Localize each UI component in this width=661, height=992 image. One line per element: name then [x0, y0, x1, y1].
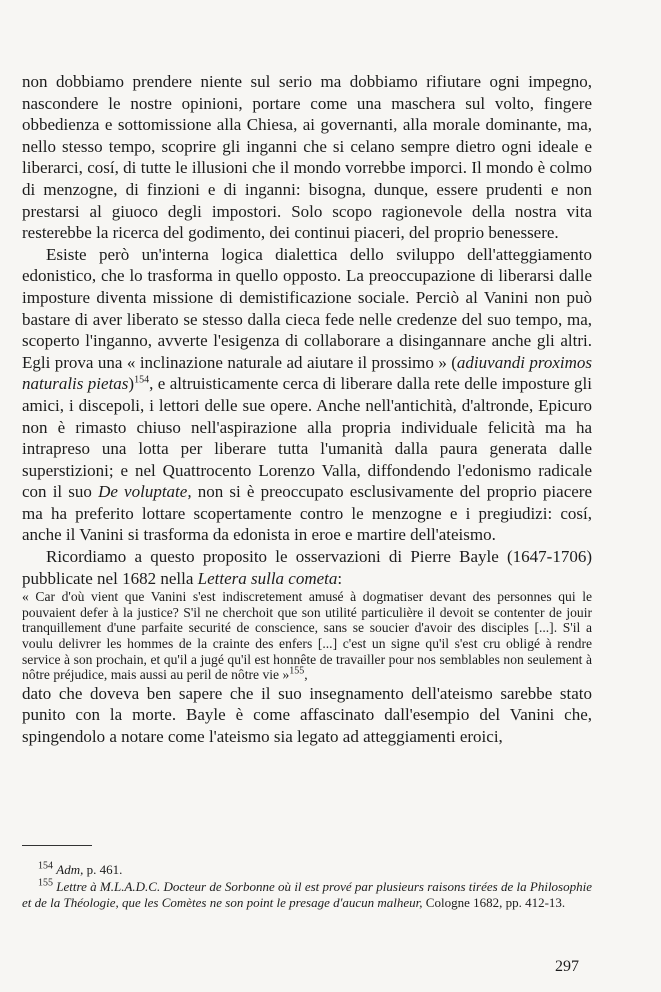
footnote-divider: [22, 845, 92, 846]
footnote-text: p. 461.: [83, 862, 123, 877]
footnote-155: [22, 879, 592, 911]
page-number: 297: [555, 958, 579, 975]
footnote-ref-154: 154: [134, 374, 150, 386]
footnotes: [22, 862, 592, 912]
footnote-154: [22, 862, 592, 878]
paragraph-2-part-b: ): [128, 374, 135, 394]
paragraph-3-part-a: Ricordiamo a questo proposito le osservazioni di Pierre Bayle (1647-1706) pubblicate nel 1682 nella: [22, 547, 592, 588]
quote-text: « Car d'où vient que Vanini s'est indiscretement amusé à dogmatiser devant des personnes qui le pouvaient defer à la justice? S'il ne cherchoit que son utilité particulière il devoit se contenter de jouir tranquillement d'une parfaite securité de conscience, sans se soucier d'avoir des disciples [...]. S'il a voulu delivrer les hommes de la crainte des enfers [...] c'est un signe qu'il s'est cru obligé à rendre service à son prochain, et qu'il a jugé qu'il est honnête de travailler pour nos semblables non seulement à nôtre préjudice, mais aussi au peril de nôtre vie »: [22, 589, 592, 683]
paragraph-2-part-a: Esiste però un'interna logica dialettica dello sviluppo dell'atteggiamento edonistico, che lo trasforma in quello opposto. La preoccupazione di liberarsi dalle imposture diventa missione di demistificazione sociale. Perciò al Vanini non può bastare di aver liberato se stesso dalla cieca fede nelle credenze del suo tempo, ma, scoperto l'inganno, avverte l'esigenza di collaborare a disingannare anche gli altri. Egli prova una « inclinazione naturale ad aiutare il prossimo » (: [22, 244, 592, 372]
latin-phrase: adiuvandi proximos naturalis pietas: [22, 352, 592, 394]
footnote-number: 154: [38, 860, 53, 872]
quote-end: ,: [304, 667, 308, 683]
paragraph-3-part-b: :: [337, 568, 343, 588]
book-title-lettera: Lettera sulla cometa: [197, 568, 338, 588]
book-title-de-voluptate: De voluptate,: [98, 482, 192, 502]
footnote-italic: Adm,: [56, 862, 84, 877]
paragraph-2-part-c: , e altruisticamente cerca di liberare dalla rete delle imposture gli amici, i discepoli, i lettori delle sue opere. Anche nell'antichità, d'altronde, Epicuro non è rimasto chiuso nell'aspirazione alla propria individuale felicità ma ha intrapreso una lotta per liberare tutta l'umanità dalla paura generata dalle superstizioni; e nel Quattrocento Lorenzo Valla, diffondendo l'edonismo radicale con il suo: [22, 374, 592, 502]
footnote-number: 155: [38, 877, 53, 889]
paragraph-2-part-d: non si è preoccupato esclusivamente del proprio piacere ma ha preferito lottare scopertamente contro le menzogne e i pregiudizi: cosí, anche il Vanini si trasforma da edonista in eroe e martire dell'ateismo.: [22, 482, 592, 545]
paragraph-1: non dobbiamo prendere niente sul serio ma dobbiamo rifiutare ogni impegno, nascondere le nostre opinioni, portare come una maschera sul volto, fingere obbedienza e sottomissione alla Chiesa, ai governanti, alla morale dominante, ma, nello stesso tempo, scoprire gli inganni che si celano sempre dietro ogni ideale e liberarci, cosí, di tutte le illusioni che il mondo vorrebbe imporci. Il mondo è colmo di menzogne, di finzioni e di inganni: bisogna, dunque, essere prudenti e non prestarsi al giuoco degli impostori. Solo scopo ragionevole della nostra vita resterebbe la ricerca del godimento, dei continui piaceri, del proprio benessere.: [22, 72, 592, 243]
footnote-italic: Lettre à M.L.A.D.C. Docteur de Sorbonne où il est prové par plusieurs raisons tirées de la Philosophie et de la Théologie, que les Comètes ne son point le presage d'aucun malheur,: [22, 879, 592, 910]
paragraph-4: dato che doveva ben sapere che il suo insegnamento dell'ateismo sarebbe stato punito con la morte. Bayle è come affascinato dall'esempio del Vanini che, spingendolo a notare come l'ateismo sia legato ad atteggiamenti eroici,: [22, 683, 592, 746]
paragraph-2: [22, 244, 592, 546]
block-quote: [22, 589, 592, 683]
main-text: [22, 71, 592, 748]
paragraph-3: [22, 546, 592, 589]
footnote-ref-155: 155: [289, 665, 305, 677]
footnote-text: Cologne 1682, pp. 412-13.: [422, 895, 566, 910]
